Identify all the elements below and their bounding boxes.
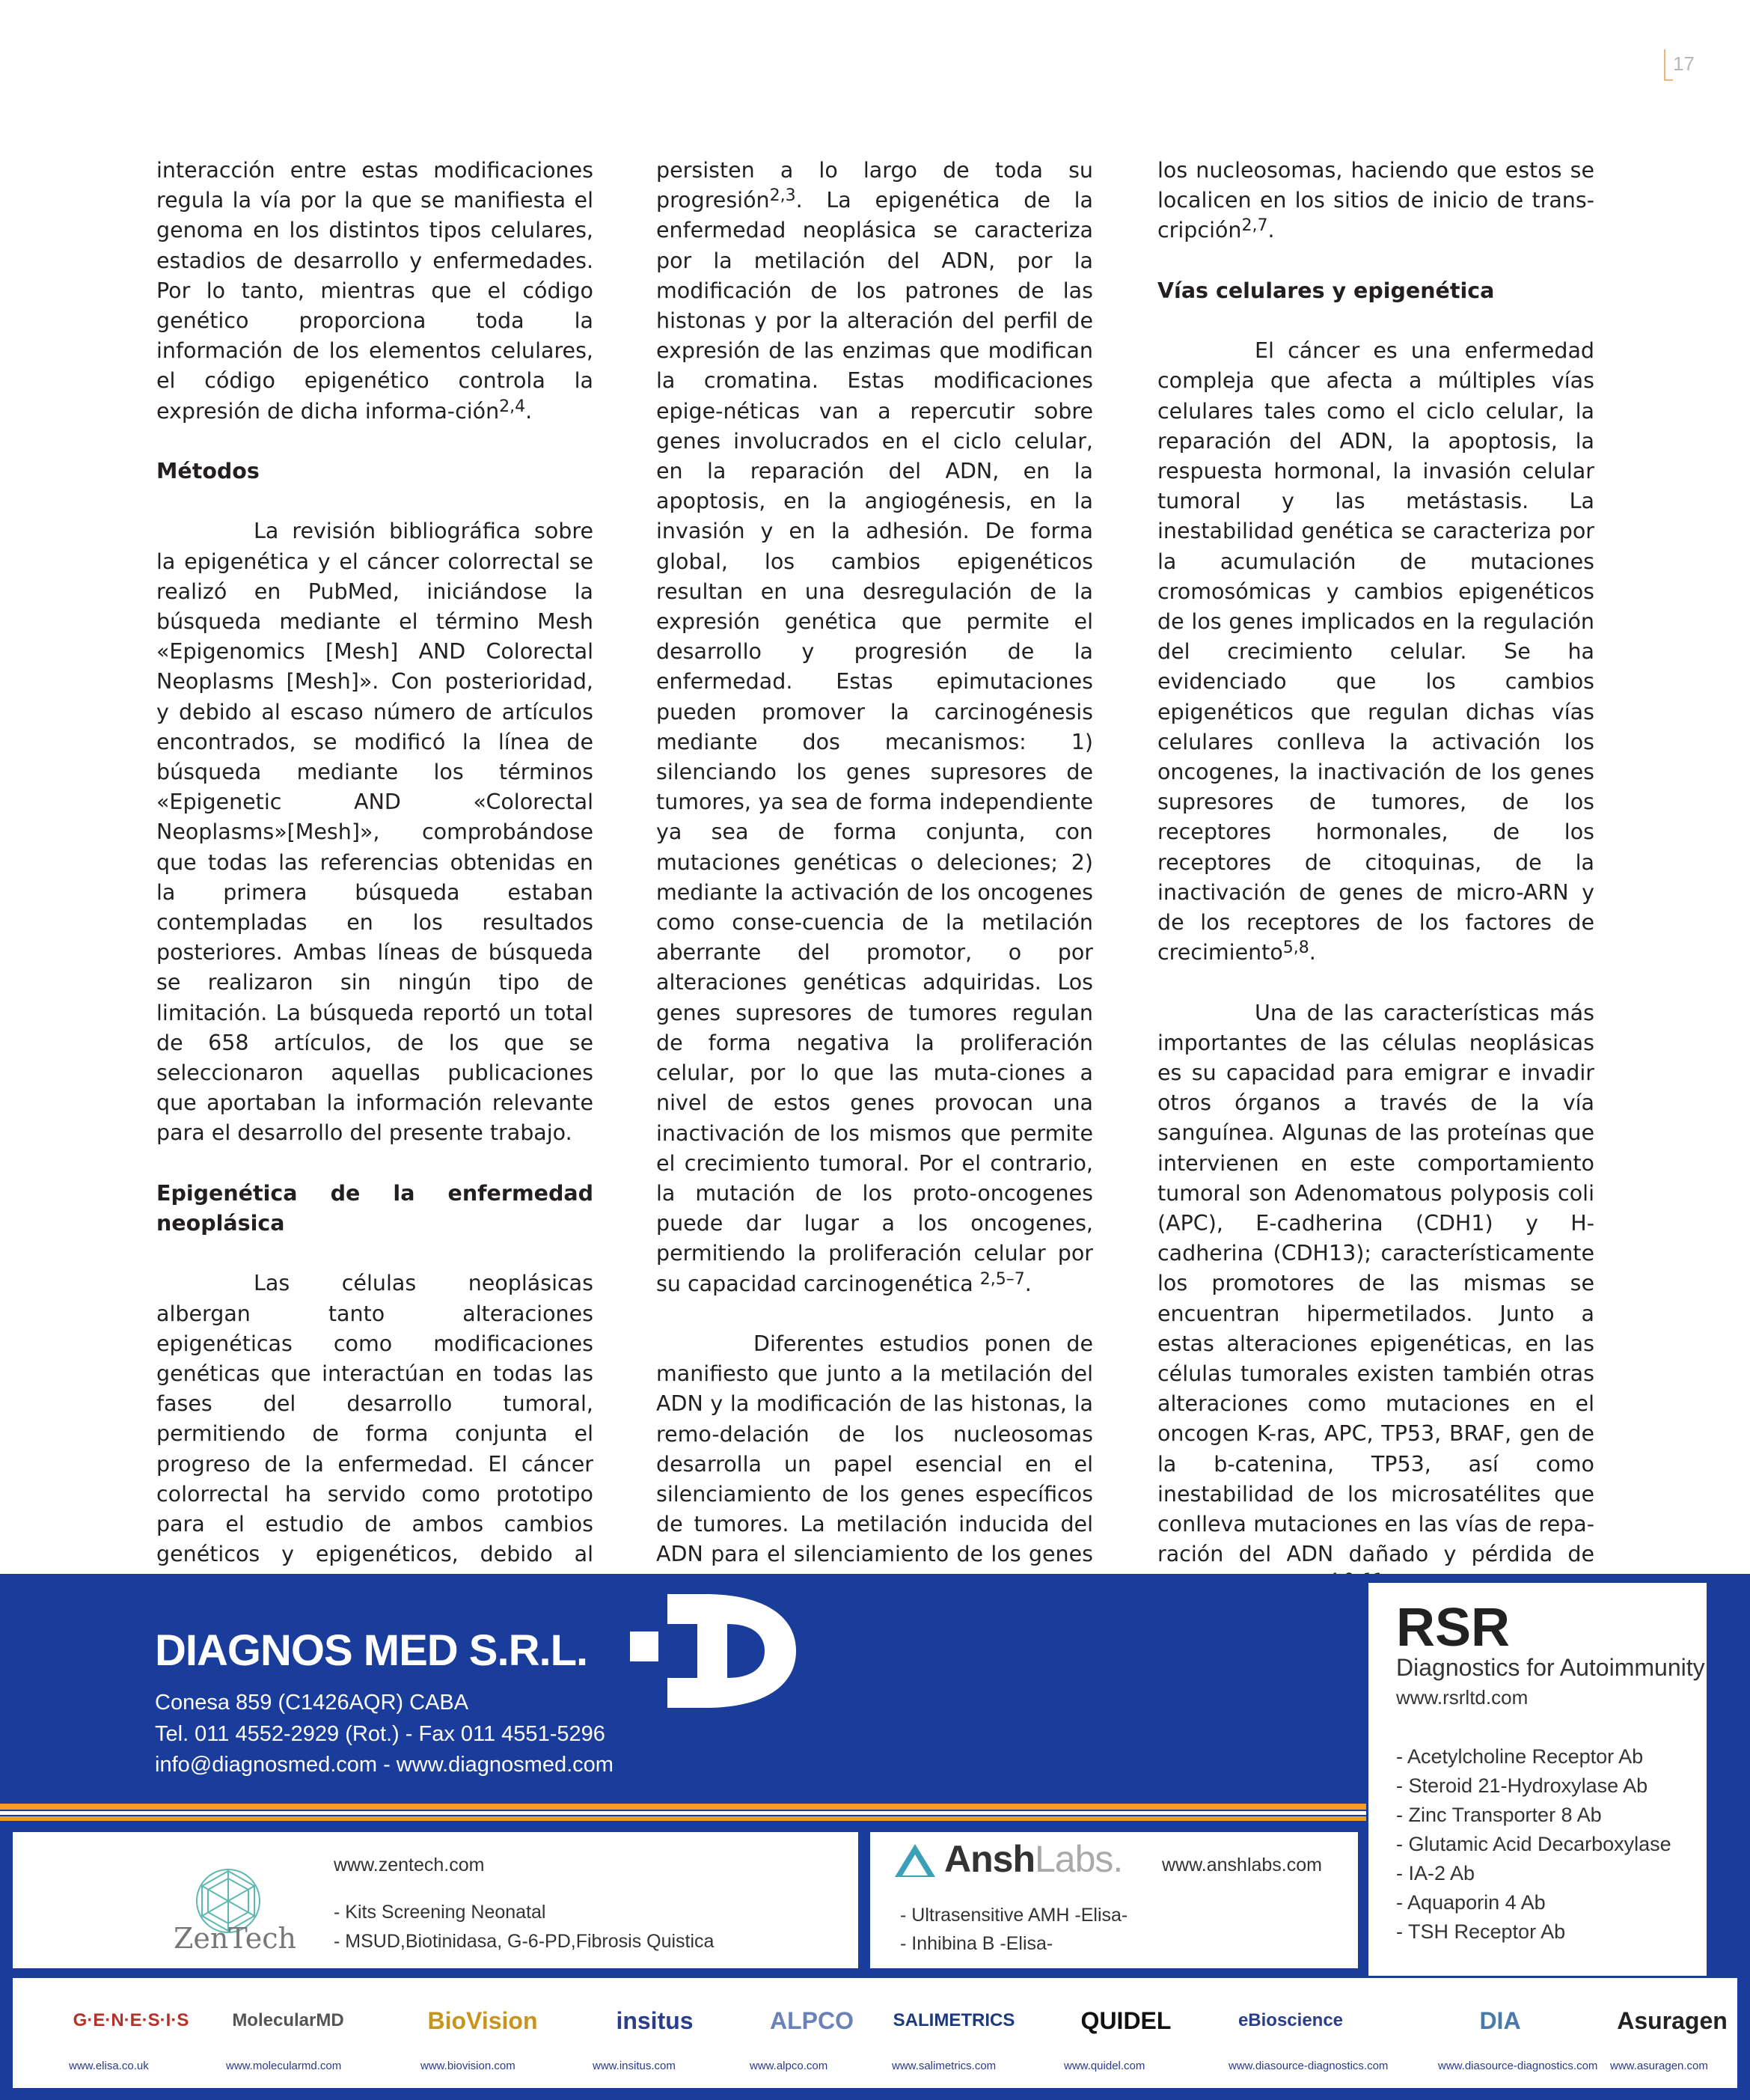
brand-url: www.quidel.com [1064,2060,1145,2072]
anshlabs-url: www.anshlabs.com [1162,1855,1322,1875]
zentech-url: www.zentech.com [334,1855,485,1875]
diagnos-med-address: Conesa 859 (C1426AQR) CABA [155,1691,469,1715]
spacer [1157,306,1594,336]
rsr-product-list [1396,1742,1671,1947]
rsr-item: - Acetylcholine Receptor Ab [1396,1745,1644,1768]
paragraph-text: Las células neoplásicas albergan tanto alteraciones epigenéticas como modificaciones genéticas que interactúan en todas las fases del desarrollo tumoral, permitiendo de forma conjunta el progreso de la enfermedad. El cáncer colorrectal ha servido como prototipo para el estudio de ambos cambios genéticos y epigenéticos, debido al [156,1271,593,1567]
brand-url: www.asuragen.com [1610,2060,1708,2072]
diagnos-med-name: DIAGNOS MED S.R.L. [155,1626,588,1675]
citation: 5,8 [1282,938,1309,958]
brand-url: www.diasource-diagnostics.com [1229,2060,1389,2072]
paragraph-text: La revisión bibliográfica sobre la epigenética y el cáncer colorrectal se realizó en PubMed, iniciándose la búsqueda mediante el término Mesh «Epigenomics [Mesh] AND Colorectal Neoplasms [Mesh]». Con posterioridad, y debido al escaso número de artículos encontrados, se modificó la línea de búsqueda mediante los términos «Epigenetic AND «Colorectal Neoplasms»[Mesh]», comprobándose que todas las referencias obtenidas en la primera búsqueda estaban contempladas en los resultados posteriores. Ambas líneas de búsqueda se realizaron sin ningún tipo de limitación. La búsqueda reportó un total de 658 artículos, de los que se seleccionaron aquellas publicaciones que aportaban la información relevante para el desarrollo del presente trabajo. [156,519,593,1146]
brand-logo: ALPCO [770,2006,854,2034]
rsr-item: - Aquaporin 4 Ab [1396,1891,1546,1914]
rsr-subtitle: Diagnostics for Autoimmunity [1396,1654,1705,1681]
zentech-logo-text: ZenTech [174,1922,297,1955]
text-column-1 [156,156,593,1630]
diagnos-med-logo [630,1594,796,1708]
paragraph [156,516,593,1148]
paragraph-text: Una de las características más importantes de las células neoplásicas es su capacidad para emigrar e invadir otros órganos a través de la vía sanguínea. Algunas de las proteínas que intervienen en este comportamiento tumoral son Adenomatous polyposis coli (APC), E-cadherina (CDH1) y H-cadherina (CDH13); característicamente los promotores de las mismas se encuentran hipermetilados. Junto a estas alteraciones epigenéticas, en las células tumorales existen también otras alteraciones como mutaciones en el oncogen K-ras, APC, TP53, BRAF, gen de la b-catenina, TP53, así como inestabilidad de los microsatélites que conlleva mutaciones en las vías de repa-ración del ADN dañado y pérdida de [1157,1000,1594,1567]
section-heading: Vías celulares y epigenética [1157,278,1495,303]
brand-url: www.elisa.co.uk [69,2060,149,2072]
section-heading: Métodos [156,459,260,484]
brand-url: www.insitus.com [593,2060,676,2072]
citation: 2,5–7 [979,1269,1025,1289]
citation: 2,3 [769,186,796,206]
citation: 2,7 [1241,216,1268,236]
spacer [156,1149,593,1179]
orange-stripe-2 [0,1816,1366,1821]
spacer [156,427,593,457]
paragraph [656,156,1093,1299]
anshlabs-logo-text: AnshLabs. [944,1838,1123,1880]
rsr-item: - Steroid 21-Hydroxylase Ab [1396,1774,1648,1797]
section-heading: Epigenética de la enfermedad neoplásica [156,1180,593,1236]
paragraph-end: . La epigenética de la enfermedad neoplásica se caracteriza por la metilación del ADN, por la modificación de los patrones de las histonas y por la alteración del perfil de expresión de las enzimas que modifican la cromatina. Estas modificaciones epige-néticas van a repercutir sobre genes involucrados en el ciclo celular, en la reparación del ADN, en la apoptosis, en la angiogénesis, en la invasión y en la adhesión. De forma global, los cambios epigenéticos resultan en una desregulación de la expresión genética que permite el desarrollo y progresión de la enfermedad. Estas epimutaciones pueden promover la carcinogénesis mediante dos mecanismos: 1) silenciando los genes supresores de tumores, ya sea de forma independiente ya sea de forma conjunta, con mutaciones genéticas o deleciones; 2) mediante la activación de los oncogenes como conse-cuencia de la metilación aberrante del promotor, o por alteraciones genéticas adquiridas. Los genes supresores de tumores regulan de forma negativa la proliferación celular, por lo que las muta-ciones a nivel de estos genes provocan una inactivación de los mismos que permite el crecimiento tumoral. Por el contrario, la mutación de los proto-oncogenes puede dar lugar a los oncogenes, permitiendo la proliferación celular por su capacidad carcinogenética [656,188,1093,1296]
paragraph-end: . [1309,940,1316,965]
spacer [156,486,593,516]
paragraph-text: persisten a lo largo de toda su progresión [656,158,1093,213]
anshlabs-line-2: - Inhibina B -Elisa- [900,1933,1053,1954]
spacer [156,1239,593,1269]
diagnos-med-phone: Tel. 011 4552-2929 (Rot.) - Fax 011 4551-5296 [155,1722,605,1746]
spacer [1157,246,1594,276]
orange-stripe [0,1804,1366,1810]
citation: 2,4 [499,397,526,416]
rsr-item: - Glutamic Acid Decarboxylase [1396,1833,1671,1855]
brand-logo: eBioscience [1237,2010,1344,2030]
brand-logo: BioVision [427,2006,538,2034]
brand-url: www.salimetrics.com [892,2060,997,2072]
diagnos-med-contact: info@diagnosmed.com - www.diagnosmed.com [155,1753,614,1777]
brand-logo: Asuragen [1617,2006,1728,2034]
brand-logo: QUIDEL [1080,2006,1172,2034]
rsr-item: - Zinc Transporter 8 Ab [1396,1804,1602,1826]
rsr-item: - TSH Receptor Ab [1396,1920,1566,1943]
brand-logo: MolecularMD [232,2010,344,2030]
paragraph-end: . [1024,1271,1032,1296]
paragraph-text: El cáncer es una enfermedad compleja que afecta a múltiples vías celulares tales como el ciclo celular, la reparación del ADN, la apoptosis, la respuesta hormonal, la invasión celular tumoral y las metástasis. La inestabilidad genética se caracteriza por la acumulación de mutaciones cromosómicas y cambios epigenéticos de los genes implicados en la regulación del crecimiento celular. Se ha evidenciado que los cambios epigenéticos que regulan dichas vías celulares conlleva la activación los oncogenes, la inactivación de los genes supresores de tumores, de los receptores hormonales, de los receptores de citoquinas, de la inactivación de genes de micro-ARN y de los receptores de los factores de crecimiento [1157,338,1594,965]
zentech-line-2: - MSUD,Biotinidasa, G-6-PD,Fibrosis Quistica [334,1931,715,1952]
brand-url: www.alpco.com [750,2060,828,2072]
paragraph-end: . [525,398,533,424]
paragraph [156,156,593,427]
anshlabs-line-1: - Ultrasensitive AMH -Elisa- [900,1905,1128,1926]
anshlabs-logo-icon [893,1843,937,1878]
paragraph [1157,156,1594,246]
paragraph-text: Diferentes estudios ponen de manifiesto que junto a la metilación del ADN y la modificación de las histonas, la remo-delación de los nucleosomas desarrolla un papel esencial en el silenciamiento de los genes específicos de tumores. La metilación inducida del ADN para el silenciamiento de los genes [656,1331,1093,1567]
brand-url: www.molecularmd.com [226,2060,342,2072]
paragraph-end: . [1267,218,1275,243]
brand-logo: G·E·N·E·S·I·S [73,2010,189,2030]
spacer [1157,968,1594,998]
brand-url: www.biovision.com [420,2060,515,2072]
rsr-item: - IA-2 Ab [1396,1862,1475,1884]
white-stripe [0,1811,1366,1815]
text-column-3 [1157,156,1594,1600]
zentech-line-1: - Kits Screening Neonatal [334,1902,546,1923]
text-column-2 [656,156,1093,1660]
brand-url: www.diasource-diagnostics.com [1438,2060,1598,2072]
brand-logo: SALIMETRICS [893,2010,1015,2030]
brand-logo: DIA [1479,2006,1521,2034]
paragraph [1157,998,1594,1600]
paragraph [1157,336,1594,968]
brand-logo: insitus [616,2006,694,2034]
rsr-url: www.rsrltd.com [1396,1686,1529,1709]
page-number: 17 [1673,52,1695,76]
rsr-title: RSR [1396,1598,1511,1658]
paragraph-text: los nucleosomas, haciendo que estos se localicen en los sitios de inicio de trans-cripción [1157,158,1594,243]
spacer [656,1299,1093,1329]
paragraph-text: interacción entre estas modificaciones regula la vía por la que se manifiesta el genoma en los distintos tipos celulares, estadios de desarrollo y enfermedades. Por lo tanto, mientras que el código genético proporciona toda la información de los elementos celulares, el código epigenético controla la expresión de dicha informa-ción [156,158,593,424]
